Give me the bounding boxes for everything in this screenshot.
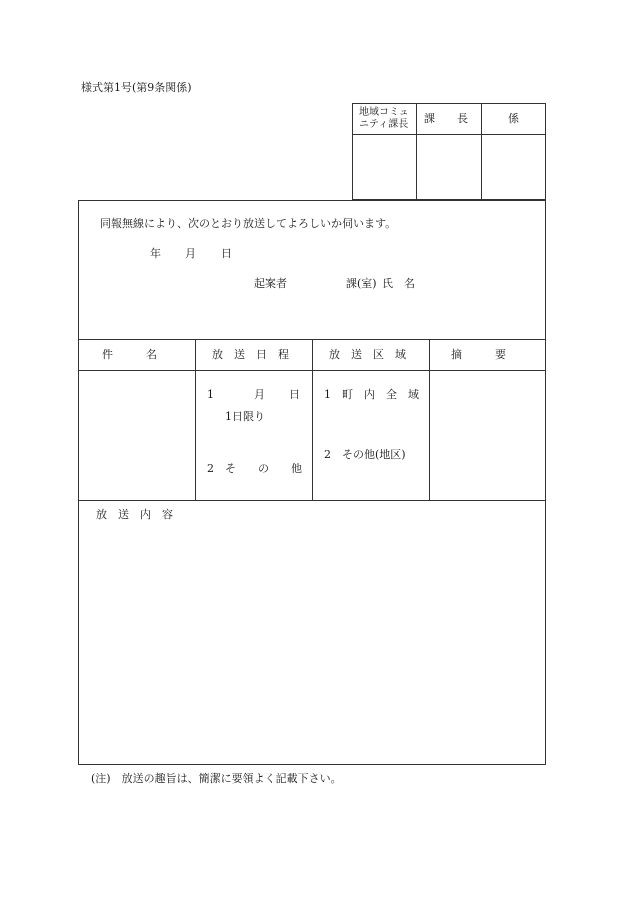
- header-schedule: 放 送 日 程: [212, 348, 289, 361]
- approval-divider: [352, 134, 546, 135]
- table-col-line-3: [429, 339, 430, 500]
- dept-label: 課(室): [346, 277, 377, 290]
- drafter-label: 起案者: [254, 277, 287, 290]
- schedule-option-1-month: 月: [254, 388, 265, 401]
- table-bottom-rule: [78, 500, 546, 501]
- form-title: 様式第1号(第9条関係): [81, 81, 192, 94]
- area-option-2: 2 その他(地区): [324, 448, 406, 461]
- date-day: 日: [221, 247, 232, 260]
- header-remarks: 摘 要: [451, 348, 506, 361]
- area-option-1: 1 町 内 全 域: [324, 388, 419, 401]
- content-label: 放 送 内 容: [96, 508, 173, 521]
- approval-col-line-1: [416, 103, 417, 200]
- footnote: (注) 放送の趣旨は、簡潔に要領よく記載下さい。: [91, 772, 342, 785]
- date-year: 年: [150, 247, 161, 260]
- schedule-option-1-day: 日: [289, 388, 300, 401]
- schedule-option-1-number: 1: [207, 388, 214, 401]
- approval-header-community-line2: ニティ課長: [359, 119, 409, 130]
- header-subject: 件 名: [102, 348, 157, 361]
- approval-header-section-chief: 課 長: [424, 112, 468, 125]
- request-text: 同報無線により、次のとおり放送してよろしいか伺います。: [100, 217, 397, 230]
- date-month: 月: [185, 247, 196, 260]
- approval-header-community-line1: 地域コミュ: [359, 107, 409, 118]
- schedule-option-1-note: 1日限り: [225, 410, 265, 423]
- schedule-option-2: 2 そ の 他: [207, 462, 302, 475]
- approval-header-staff: 係: [508, 112, 519, 125]
- table-col-line-2: [312, 339, 313, 500]
- name-label: 氏 名: [382, 277, 415, 290]
- approval-col-line-2: [481, 103, 482, 200]
- header-area: 放 送 区 域: [329, 348, 406, 361]
- table-col-line-1: [195, 339, 196, 500]
